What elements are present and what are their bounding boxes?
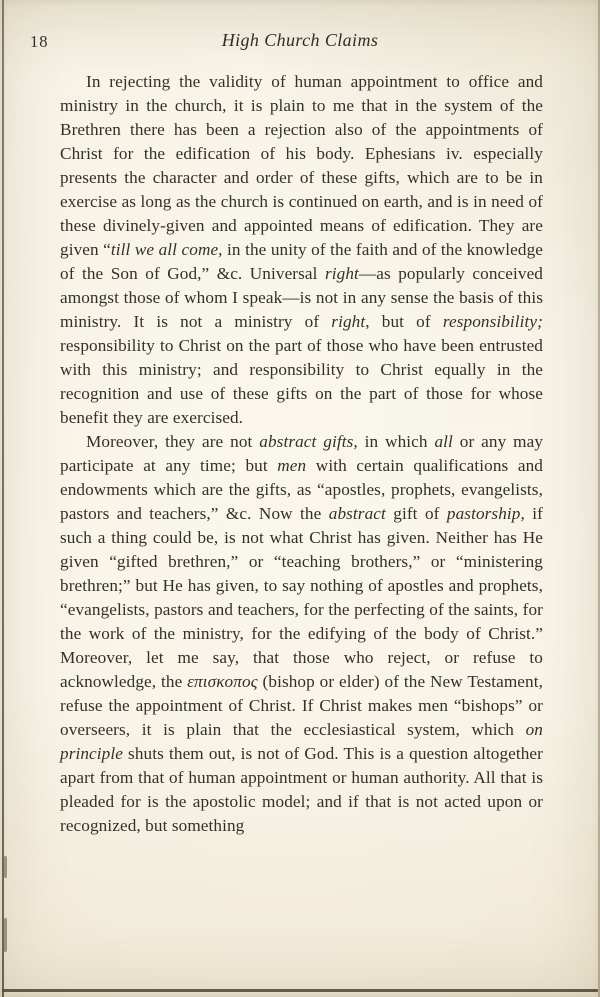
margin-ink-mark (4, 856, 7, 878)
page-header (0, 30, 600, 56)
running-title: High Church Claims (221, 30, 379, 50)
scan-edge-left (2, 0, 4, 997)
paragraph: Moreover, they are not abstract gifts, in which all or any may participate at any time; but men with certain qualifications and endowments which are the gifts, as “apostles, prophets, evangelists, pastors and teachers,” &c. Now the abstract gift of pastorship, if such a thing could be, is not what Christ has given. Neither has He given “gifted brethren,” or “teaching brothers,” or “ministering brethren;” but He has given, to say nothing of apostles and prophets, “evangelists, pastors and teachers, for the perfecting of the saints, for the work of the ministry, for the edifying of the body of Christ.” Moreover, let me say, that those who reject, or refuse to acknowledge, the επισκοπος (bishop or elder) of the New Testament, refuse the appointment of Christ. If Christ makes men “bishops” or overseers, it is plain that the ecclesiastical system, which on principle shuts them out, is not of God. This is a question altogether apart from that of human appointment or human authority. All that is pleaded for is the apostolic model; and if that is not acted upon or recognized, but something (60, 432, 544, 835)
paragraph: In rejecting the validity of human appointment to office and ministry in the church, it is plain to me that in the system of the Brethren there has been a rejection also of the appointments of Christ for the edification of his body. Ephesians iv. especially presents the character and order of these gifts, which are to be in exercise as long as the church is continued on earth, and is in need of these divinely-given and appointed means of edification. They are given “till we all come, in the unity of the faith and of the knowledge of the Son of God,” &c. Universal right—as popularly conceived amongst those of whom I speak—is not in any sense the basis of this ministry. It is not a ministry of right, but of responsibility; responsibility to Christ on the part of those who have been entrusted with this ministry; and responsibility to Christ equally in the recognition and use of these gifts on the part of those for whose benefit they are exercised. (60, 72, 543, 427)
page-number: 18 (30, 32, 49, 51)
body-text (60, 70, 543, 838)
margin-ink-mark (4, 918, 7, 952)
scan-edge-bottom (2, 989, 598, 992)
